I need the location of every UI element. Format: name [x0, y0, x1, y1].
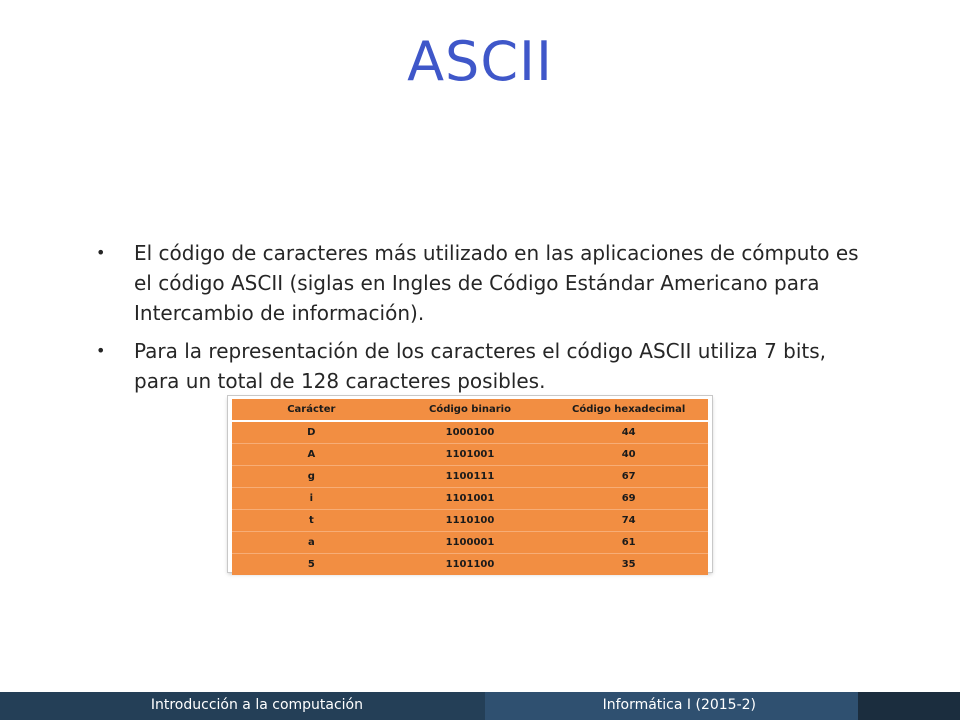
footer-left-panel — [0, 692, 485, 720]
cell-character: g — [232, 466, 391, 488]
bullet-item — [96, 238, 876, 328]
table-row — [232, 510, 708, 532]
bullet-item — [96, 336, 876, 396]
cell-character: t — [232, 510, 391, 532]
cell-binary: 1000100 — [391, 421, 550, 444]
footer-mid-panel — [485, 692, 858, 720]
bullet-text: Para la representación de los caracteres el código ASCII utiliza 7 bits, para un total de 128 caracteres posibles. — [134, 339, 827, 393]
bullet-text: El código de caracteres más utilizado en las aplicaciones de cómputo es el código ASCII (siglas en Ingles de Código Estándar Americano para Intercambio de información). — [134, 241, 859, 325]
table-row — [232, 554, 708, 576]
cell-hex: 61 — [549, 532, 708, 554]
slide-title: ASCII — [407, 30, 553, 93]
cell-binary: 1100111 — [391, 466, 550, 488]
ascii-table — [232, 399, 708, 575]
table-row — [232, 532, 708, 554]
header-character: Carácter — [232, 399, 391, 421]
header-binary: Código binario — [391, 399, 550, 421]
bullet-icon: • — [96, 243, 106, 262]
cell-hex: 35 — [549, 554, 708, 576]
cell-hex: 74 — [549, 510, 708, 532]
table-row — [232, 466, 708, 488]
cell-binary: 1100001 — [391, 532, 550, 554]
table-row — [232, 444, 708, 466]
footer-course-label: Introducción a la computación — [150, 697, 363, 713]
cell-binary: 1110100 — [391, 510, 550, 532]
cell-hex: 44 — [549, 421, 708, 444]
header-hex: Código hexadecimal — [549, 399, 708, 421]
footer-term-label: Informática I (2015-2) — [602, 697, 756, 713]
cell-binary: 1101100 — [391, 554, 550, 576]
cell-character: A — [232, 444, 391, 466]
footer-bar — [0, 692, 960, 720]
cell-hex: 69 — [549, 488, 708, 510]
bullet-list — [96, 238, 876, 404]
cell-hex: 40 — [549, 444, 708, 466]
cell-binary: 1101001 — [391, 444, 550, 466]
ascii-table-image — [228, 396, 712, 572]
cell-character: i — [232, 488, 391, 510]
table-header-row — [232, 399, 708, 421]
table-row — [232, 421, 708, 444]
cell-hex: 67 — [549, 466, 708, 488]
table-row — [232, 488, 708, 510]
cell-character: a — [232, 532, 391, 554]
bullet-icon: • — [96, 341, 106, 360]
cell-character: D — [232, 421, 391, 444]
footer-right-panel — [858, 692, 960, 720]
cell-character: 5 — [232, 554, 391, 576]
cell-binary: 1101001 — [391, 488, 550, 510]
